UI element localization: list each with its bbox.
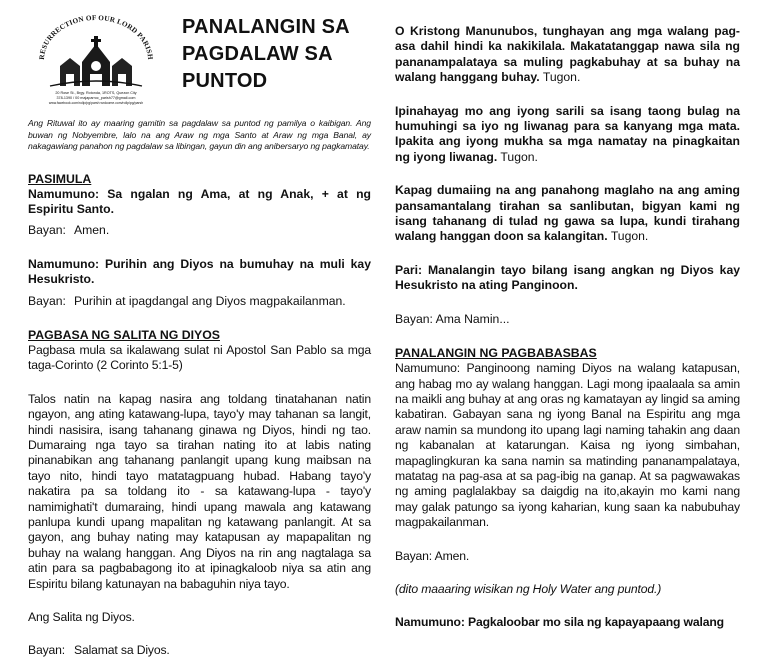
petition-1 <box>395 24 740 86</box>
bayan-ama-namin: Bayan: Ama Namin... <box>395 311 510 326</box>
document-title <box>182 14 372 95</box>
pagbasa-closing: Ang Salita ng Diyos. <box>28 610 135 625</box>
response-text: Amen. <box>74 223 110 238</box>
pasimula-lead-2: Namumuno: Purihin ang Diyos na bumuhay na muli kay Hesukristo. <box>28 256 371 287</box>
logo-contact: 378-1390 / 00 majaparroc_parish77@gmail.com <box>56 96 136 100</box>
response-label: Bayan: <box>28 293 66 308</box>
logo-address: 20 Rose St., Brgy. Rotonda, 1ROTS, Quezon City <box>55 91 137 95</box>
pagbabasbas-heading: PANALANGIN NG PAGBABASBAS <box>395 346 597 361</box>
petition-2 <box>395 104 740 166</box>
pasimula-lead-1: Namumuno: Sa ngalan ng Ama, at ng Anak, + at ng Espiritu Santo. <box>28 186 371 216</box>
title-line-1: PANALANGIN SA <box>182 16 350 38</box>
pasimula-response-2 <box>28 294 371 309</box>
response-label: Bayan: <box>28 223 66 238</box>
pari-prayer: Pari: Manalangin tayo bilang isang angkan ng Diyos kay Hesukristo na ating Panginoon. <box>395 262 740 293</box>
pagbasa-intro: Pagbasa mula sa ikalawang sulat ni Apostol San Pablo sa mga taga-Corinto (2 Corinto 5:1-5) <box>28 342 371 373</box>
document-header <box>28 10 371 116</box>
petition-2-text: Ipinahayag mo ang iyong sarili sa isang taong bulag na humuhingi sa iyo ng liwanag para sa kanyang mga mata. Ipakita ang iyong mukha sa mga namatay na pinagkaitan ng iyong liwanag. <box>395 103 740 164</box>
left-column <box>28 10 371 659</box>
petition-1-text: O Kristong Manunubos, tunghayan ang mga walang pag- asa dahil hindi ka nakikilala. Makatatanggap nawa sila ng pananampalataya sa muling pagkabuhay at sa buhay na walang hanggang buhay. <box>395 24 740 85</box>
final-lead: Namumuno: Pagkaloobar mo sila ng kapayapaang walang <box>395 615 724 630</box>
petition-3-text: Kapag dumaiing na ang panahong maglaho na ang aming pansamantalang tirahan sa sanlibutan, bigyan kami ng isang tahanang di tulad ng gawa sa lupa, kundi tirahang walang hanggan doon sa kalangitan. <box>395 183 740 244</box>
section-pagbasa <box>28 327 371 659</box>
intro-note: Ang Rituwal ito ay maaring gamitin sa pagdalaw sa puntod ng pamilya o kaibigan. Ang buwan ng Nobyembre, lalo na ang Araw ng mga Santo at Araw ng mga Banal, ay nakagawiang panahon ng pagdalaw sa libingan, gayun din ang anibersaryo ng pagkamatay. <box>28 118 371 151</box>
parish-logo <box>30 14 162 112</box>
pasimula-heading: PASIMULA <box>28 171 92 186</box>
tugon-label: Tugon. <box>542 70 581 85</box>
right-column <box>395 24 740 631</box>
logo-arc-text: RESURRECTION OF OUR LORD PARISH <box>37 14 155 61</box>
response-label: Bayan: <box>28 643 66 658</box>
section-pasimula <box>28 171 371 309</box>
title-line-2: PAGDALAW SA <box>182 43 333 65</box>
pagbabasbas-bayan-amen: Bayan: Amen. <box>395 548 470 563</box>
title-line-3: PUNTOD <box>182 70 268 92</box>
response-text: Purihin at ipagdangal ang Diyos magpakailanman. <box>74 293 346 308</box>
tugon-label: Tugon. <box>610 229 649 244</box>
holy-water-note: (dito maaaring wisikan ng Holy Water ang puntod.) <box>395 581 662 596</box>
parish-logo-icon <box>30 14 162 112</box>
pagbasa-heading: PAGBASA NG SALITA NG DIYOS <box>28 327 220 342</box>
section-pagbabasbas <box>395 345 740 631</box>
pagbasa-body: Talos natin na kapag nasira ang toldang tinatahanan natin ngayon, ang ating katawang-lupa, tayo'y may tahanan sa langit, hindi nasisira, isang tahanang ginawa ng Diyos, hindi ng tao. Dumaraing nga tayo sa tirahan nating ito at labis nating pinanabikan ang tahanang panlangit upang kung maibsan na tayo nito, hindi tayo matatagpuang hubad. Habang tayo'y nakatira pa sa toldang ito - sa katawang-lupa - tayo'y namimighati't dumaraing, hindi upang mawala ang katawang panlupa kundi upang mapalitan ng katawang panlangit. At sa gayon, ang buhay nating may katapusan ay mapapalitan ng buhay na walang hanggan. Ang Diyos na rin ang nagtalaga sa atin para sa pagbabagong ito at ipinagkaloob niya sa atin ang Espiritu bilang katunayan na babaguhin niya tayo. <box>28 391 371 591</box>
logo-web: www.facebook.com/rollp/pg/parsh wrdcome.com/rollp/pg/parsh <box>48 101 144 105</box>
tugon-label: Tugon. <box>500 149 538 164</box>
petition-3 <box>395 183 740 245</box>
pagbasa-response <box>28 643 371 658</box>
pasimula-response-1 <box>28 223 371 238</box>
response-text: Salamat sa Diyos. <box>74 643 170 658</box>
pagbabasbas-body: Namumuno: Panginoong naming Diyos na walang katapusan, ang habag mo ay walang hanggan. Lagi mong ipaalaala sa amin na maikli ang buhay at ang oras ng kamatayan ay lingid sa aming kabatiran. Gabayan sana ng iyong Banal na Espiritu ang mga araw namin sa mundong ito upang lagi naming tahakin ang daan ng kabanalan at katarungan. Kaisa ng iyong simbahan, mapaglingkuran ka sana namin sa matinding pananampalataya, matatag na pag-asa at sa pag-ibig na ganap. At sa pagwawakas ng aming paglalakbay sa daigdig na ito,akayin mo kami nang may galak patungo sa iyong kaharian, kung saan ka nabubuhay magpakailanman. <box>395 361 740 530</box>
